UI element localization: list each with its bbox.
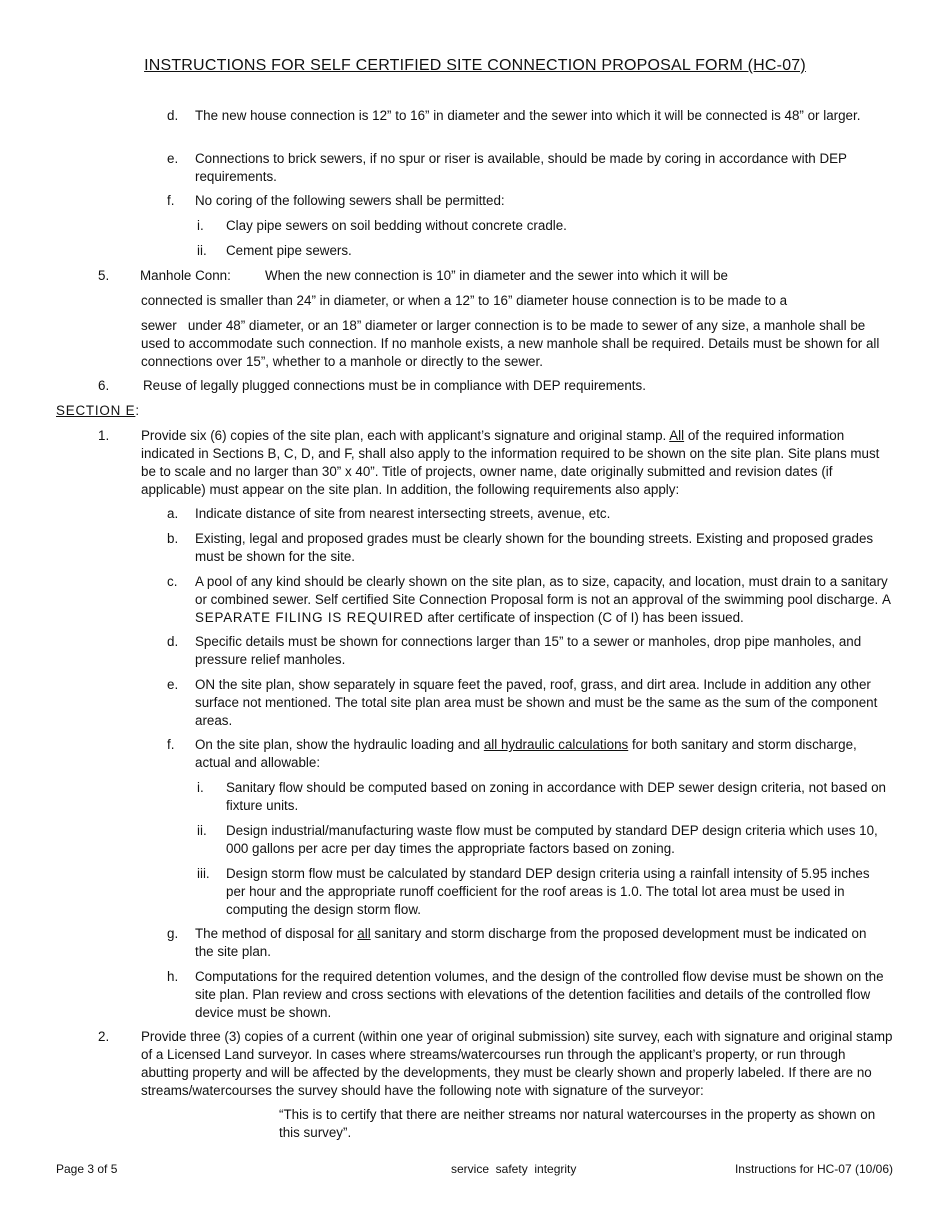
item-text: Cement pipe sewers. <box>226 243 352 258</box>
item-text <box>195 736 888 772</box>
item-marker: e. <box>167 677 179 692</box>
item-text-part: after certificate of inspection (C of I) has been issued. <box>423 610 744 625</box>
item-marker: f. <box>167 193 175 208</box>
item-text-part: for both sanitary and storm discharge, actual and allowable: <box>195 737 857 770</box>
form-reference: Instructions for HC-07 (10/06) <box>734 1162 893 1176</box>
list-item <box>98 377 888 395</box>
item-marker: c. <box>167 574 178 589</box>
list-item <box>167 505 888 523</box>
list-item <box>167 530 879 566</box>
item-text: Connections to brick sewers, if no spur or riser is available, should be made by coring in accordance with DEP requirements. <box>195 151 847 184</box>
item-text: No coring of the following sewers shall be permitted: <box>195 193 505 208</box>
item-text: When the new connection is 10” in diameter and the sewer into which it will be <box>265 268 728 283</box>
manhole-item-line <box>141 292 901 310</box>
item-text: Indicate distance of site from nearest intersecting streets, avenue, etc. <box>195 506 611 521</box>
item-marker: f. <box>167 737 175 752</box>
item-marker: d. <box>167 108 179 123</box>
list-item <box>167 573 896 627</box>
item-marker: ii. <box>197 823 207 838</box>
item-marker: b. <box>167 531 179 546</box>
emphasis-underline: all <box>357 926 371 941</box>
item-text <box>195 925 888 961</box>
section-heading-text: SECTION E <box>56 403 136 418</box>
item-text: The new house connection is 12” to 16” in diameter and the sewer into which it will be connected is 48” or larger. <box>195 108 861 123</box>
item-text: ON the site plan, show separately in square feet the paved, roof, grass, and dirt area. Include in addition any other surface not mentioned. The total site plan area must be shown and must be the same as the sum of the component areas. <box>195 677 878 728</box>
item-text: Design industrial/manufacturing waste flow must be computed by standard DEP design criteria which uses 10, 000 gallons per acre per day times the appropriate factors based on zoning. <box>226 823 878 856</box>
item-text: sewer under 48” diameter, or an 18” diameter or larger connection is to be made to sewer of any size, a manhole shall be used to accommodate such connection. If no manhole exists, a new manhole shall be required. Details must be shown for all connections over 15”, whether to a manhole or directly to the sewer. <box>141 318 884 369</box>
item-text-part: The method of disposal for <box>195 926 358 941</box>
item-marker: d. <box>167 634 179 649</box>
item-marker: 2. <box>98 1029 110 1044</box>
list-item <box>167 633 896 669</box>
manhole-item <box>98 267 888 285</box>
page-number: Page 3 of 5 <box>56 1162 118 1176</box>
list-subitem <box>197 242 887 260</box>
item-marker: ii. <box>197 243 207 258</box>
item-label: Manhole Conn: <box>140 268 231 283</box>
item-text: Specific details must be shown for connections larger than 15” to a sewer or manholes, drop pipe manholes, and pressure relief manholes. <box>195 634 862 667</box>
item-marker: g. <box>167 926 179 941</box>
emphasis-underline: All <box>669 428 685 443</box>
emphasis-underline: all hydraulic calculations <box>483 737 629 752</box>
section-heading <box>56 402 139 420</box>
item-text: Sanitary flow should be computed based on zoning in accordance with DEP sewer design criteria, not based on fixture units. <box>226 780 887 813</box>
item-text: Reuse of legally plugged connections must be in compliance with DEP requirements. <box>143 378 646 393</box>
item-marker: 6. <box>98 378 110 393</box>
item-marker: i. <box>197 218 204 233</box>
section-heading-colon: : <box>135 403 140 418</box>
item-text: Computations for the required detention volumes, and the design of the controlled flow devise must be shown on the site plan. Plan review and cross sections with elevations of the detention facilities and details of the controlled flow device must be shown. <box>195 969 884 1020</box>
emphasis-caps: A SEPARATE FILING IS REQUIRED <box>195 592 891 625</box>
item-marker: 5. <box>98 268 110 283</box>
item-marker: i. <box>197 780 204 795</box>
item-text-part: On the site plan, show the hydraulic loading and <box>195 737 484 752</box>
footer-motto: service safety integrity <box>451 1162 577 1176</box>
list-item <box>167 676 888 730</box>
item-text <box>141 427 896 499</box>
item-text-part: A pool of any kind should be clearly shown on the site plan, as to size, capacity, and location, must drain to a sanitary or combined sewer. Self certified Site Connection Proposal form is not an approval of the swimming pool discharge. <box>195 574 888 607</box>
certification-note <box>279 1106 891 1142</box>
item-text: Provide three (3) copies of a current (within one year of original submission) site survey, each with signature and original stamp of a Licensed Land surveyor. In cases where streams/watercourses run through the applicant’s property, or run through abutting property and will be affected by the developments, they must be clearly shown and properly labeled. If there are no streams/watercourses the survey should have the following note with signature of the surveyor: <box>141 1029 893 1098</box>
item-text <box>195 573 896 627</box>
list-subitem <box>197 779 887 815</box>
list-item <box>167 192 888 210</box>
section-e-item-1 <box>98 427 896 499</box>
list-item <box>167 150 888 186</box>
item-text: Existing, legal and proposed grades must be clearly shown for the bounding streets. Existing and proposed grades must be shown for the site. <box>195 531 874 564</box>
item-text: Design storm flow must be calculated by standard DEP design criteria using a rainfall intensity of 5.95 inches per hour and the appropriate runoff coefficient for the roof areas is 1.0. The total lot area must be used in computing the design storm flow. <box>226 866 870 917</box>
section-e-item-2 <box>98 1028 896 1100</box>
item-marker: h. <box>167 969 179 984</box>
item-marker: iii. <box>197 866 210 881</box>
item-marker: e. <box>167 151 179 166</box>
list-item <box>167 925 888 961</box>
item-text-part: of the required information indicated in Sections B, C, D, and F, shall also apply to the information required to be shown on the site plan. Site plans must be to scale and no larger than 30” x 40”. Title of projects, owner name, date originally submitted and revision dates (if applicable) must appear on the site plan. In addition, the following requirements also apply: <box>141 428 880 497</box>
list-item <box>167 107 870 125</box>
list-item <box>167 736 888 772</box>
list-subitem <box>197 822 896 858</box>
list-item <box>167 968 888 1022</box>
item-text-part: Provide six (6) copies of the site plan, each with applicant’s signature and original stamp. <box>141 428 670 443</box>
list-subitem <box>197 217 887 235</box>
page-title: INSTRUCTIONS FOR SELF CERTIFIED SITE CONNECTION PROPOSAL FORM (HC-07) <box>144 57 806 74</box>
item-marker: a. <box>167 506 179 521</box>
item-text: Clay pipe sewers on soil bedding without concrete cradle. <box>226 218 567 233</box>
item-text: connected is smaller than 24” in diameter, or when a 12” to 16” diameter house connection is to be made to a <box>141 293 788 308</box>
list-subitem <box>197 865 887 919</box>
certification-note-text: “This is to certify that there are neither streams nor natural watercourses in the property as shown on this survey”. <box>279 1107 876 1140</box>
item-marker: 1. <box>98 428 110 443</box>
item-text-part: sanitary and storm discharge from the proposed development must be indicated on the site plan. <box>195 926 867 959</box>
manhole-item-body <box>141 317 893 371</box>
